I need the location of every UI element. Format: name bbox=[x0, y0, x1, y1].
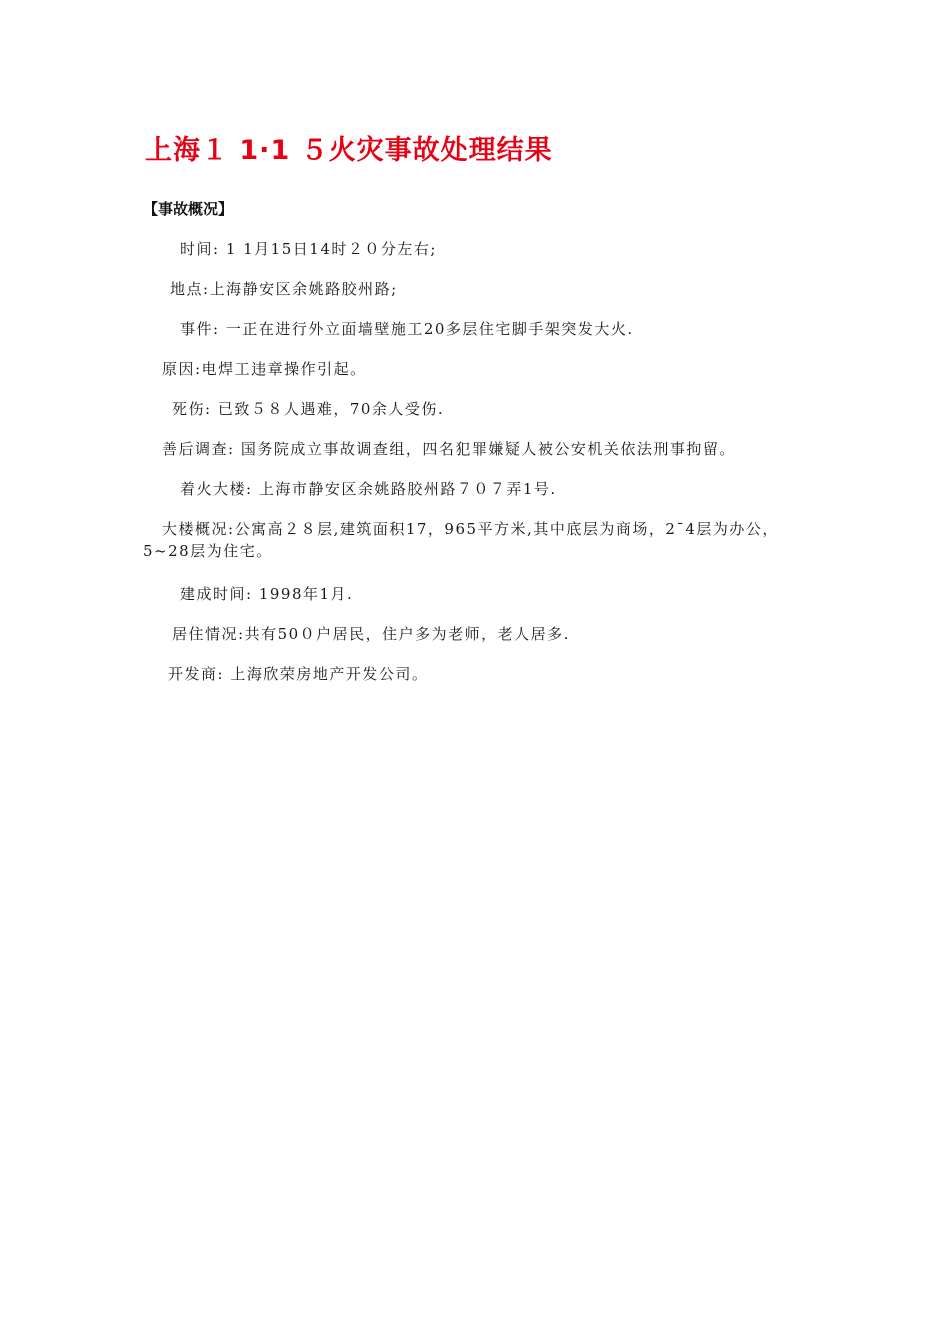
info-label-investigation: 善后调查: bbox=[162, 440, 235, 458]
section-heading: 【事故概况】 bbox=[143, 200, 234, 218]
info-label-completion: 建成时间: bbox=[180, 585, 253, 603]
info-label-time: 时间: bbox=[180, 240, 220, 258]
info-line-building-overview bbox=[143, 518, 808, 562]
info-line-developer bbox=[168, 663, 428, 685]
info-label-location: 地点: bbox=[170, 280, 210, 298]
info-value-cause: 电焊工违章操作引起。 bbox=[201, 360, 367, 378]
info-value-residents: 共有50０户居民，住户多为老师，老人居多. bbox=[244, 625, 570, 643]
info-value-building-overview: 公寓高２８层,建筑面积17，965平方米,其中底层为商场，2¯4层为办公，5~28层为住宅。 bbox=[143, 520, 779, 560]
info-label-event: 事件: bbox=[180, 320, 220, 338]
info-label-building: 着火大楼: bbox=[180, 480, 253, 498]
info-line-building bbox=[180, 478, 557, 500]
info-value-time: 1 1月15日14时２０分左右; bbox=[219, 240, 437, 258]
info-label-residents: 居住情况: bbox=[172, 625, 245, 643]
info-line-residents bbox=[172, 623, 570, 645]
info-label-casualties: 死伤: bbox=[172, 400, 212, 418]
info-line-casualties bbox=[172, 398, 444, 420]
info-value-casualties: 已致５８人遇难，70余人受伤. bbox=[211, 400, 445, 418]
info-value-completion: 1998年1月. bbox=[252, 585, 354, 603]
info-line-cause bbox=[162, 358, 367, 380]
document-title: 上海１ 1·1 ５火灾事故处理结果 bbox=[145, 135, 553, 166]
info-line-location bbox=[170, 278, 398, 300]
info-label-building-overview: 大楼概况: bbox=[162, 520, 235, 538]
info-label-cause: 原因: bbox=[162, 360, 202, 378]
info-value-event: 一正在进行外立面墙壁施工20多层住宅脚手架突发大火. bbox=[219, 320, 634, 338]
info-value-investigation: 国务院成立事故调查组，四名犯罪嫌疑人被公安机关依法刑事拘留。 bbox=[234, 440, 736, 458]
info-line-event bbox=[180, 318, 634, 340]
info-value-developer: 上海欣荣房地产开发公司。 bbox=[224, 665, 429, 683]
info-value-building: 上海市静安区余姚路胶州路７０７弄1号. bbox=[252, 480, 557, 498]
info-value-location: 上海静安区余姚路胶州路; bbox=[209, 280, 398, 298]
info-line-completion bbox=[180, 583, 353, 605]
info-line-time bbox=[180, 238, 437, 260]
info-label-developer: 开发商: bbox=[168, 665, 225, 683]
info-line-investigation bbox=[162, 438, 736, 460]
